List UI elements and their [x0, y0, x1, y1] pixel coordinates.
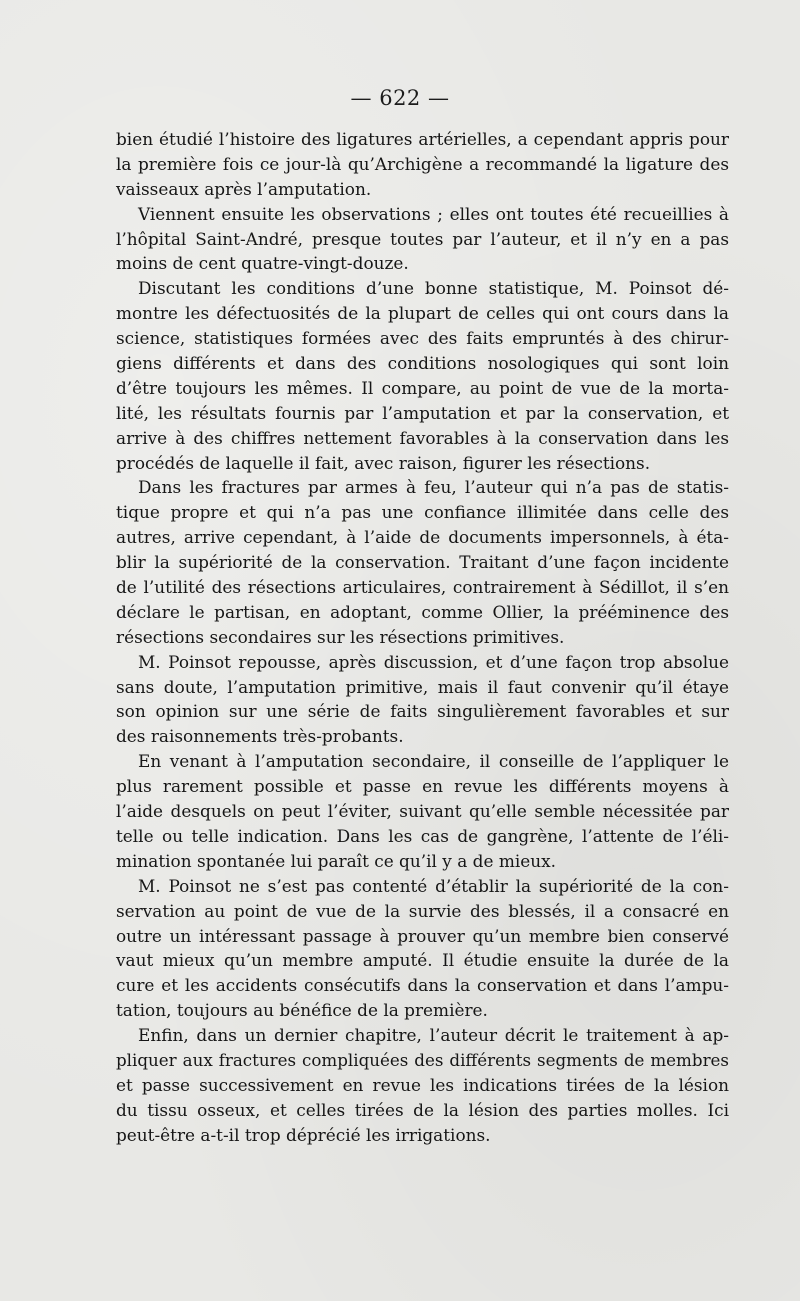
text-line: mination spontanée lui paraît ce qu’il y a de mieux.	[116, 850, 557, 871]
text-line: bien étudié l’histoire des ligatures artérielles, a cependant appris pour	[116, 129, 729, 149]
text-line: plus rarement possible et passe en revue les différents moyens à	[116, 776, 729, 797]
text-line: Dans les fractures par armes à feu, l’auteur qui n’a pas de statis-	[138, 477, 729, 498]
text-line: pliquer aux fractures compliquées des différents segments de membres	[116, 1049, 729, 1070]
text-line: vaisseaux après l’amputation.	[116, 178, 372, 199]
text-line: tique propre et qui n’a pas une confiance illimitée dans celle des	[116, 502, 729, 523]
text-line: arrive à des chiffres nettement favorables à la conservation dans les	[116, 427, 729, 448]
text-line: outre un intéressant passage à prouver qu’un membre bien conservé	[116, 925, 729, 946]
text-line: la première fois ce jour-là qu’Archigène a recommandé la ligature des	[116, 153, 729, 174]
paragraph	[116, 650, 729, 750]
text-line: blir la supériorité de la conservation. Traitant d’une façon incidente	[116, 552, 729, 573]
text-line: l’hôpital Saint-André, presque toutes par l’auteur, et il n’y en a pas	[116, 228, 729, 249]
text-line: l’aide desquels on peut l’éviter, suivant qu’elle semble nécessitée par	[116, 801, 729, 822]
text-line: son opinion sur une série de faits singulièrement favorables et sur	[116, 701, 729, 722]
text-line: science, statistiques formées avec des faits empruntés à des chirur-	[116, 328, 729, 349]
text-line: telle ou telle indication. Dans les cas de gangrène, l’attente de l’éli-	[116, 825, 729, 846]
paragraph	[116, 749, 729, 873]
text-line: des raisonnements très-probants.	[116, 726, 404, 747]
text-line: Viennent ensuite les observations ; elles ont toutes été recueillies à	[138, 203, 729, 224]
text-line: procédés de laquelle il fait, avec raison, figurer les résections.	[116, 452, 651, 473]
text-line: lité, les résultats fournis par l’amputation et par la conservation, et	[116, 402, 729, 423]
paragraph	[116, 1023, 729, 1147]
body-text	[116, 127, 729, 1148]
text-line: M. Poinsot repousse, après discussion, et d’une façon trop absolue	[138, 651, 729, 672]
paragraph	[116, 202, 729, 277]
text-line: d’être toujours les mêmes. Il compare, au point de vue de la morta-	[116, 377, 729, 398]
text-line: giens différents et dans des conditions nosologiques qui sont loin	[116, 353, 729, 374]
text-line: déclare le partisan, en adoptant, comme Ollier, la prééminence des	[116, 601, 729, 622]
text-line: M. Poinsot ne s’est pas contenté d’établir la supériorité de la con-	[138, 875, 729, 896]
text-line: de l’utilité des résections articulaires, contrairement à Sédillot, il s’en	[116, 577, 729, 598]
text-line: autres, arrive cependant, à l’aide de documents impersonnels, à éta-	[116, 527, 729, 548]
text-line: peut-être a-t-il trop déprécié les irrigations.	[116, 1124, 491, 1145]
text-line: cure et les accidents consécutifs dans la conservation et dans l’ampu-	[116, 975, 729, 996]
paragraph	[116, 276, 729, 475]
text-line: Enfin, dans un dernier chapitre, l’auteur décrit le traitement à ap-	[138, 1025, 729, 1046]
text-line: moins de cent quatre-vingt-douze.	[116, 253, 409, 274]
text-line: tation, toujours au bénéfice de la première.	[116, 1000, 488, 1021]
text-line: Discutant les conditions d’une bonne statistique, M. Poinsot dé-	[138, 278, 729, 299]
text-line: sans doute, l’amputation primitive, mais il faut convenir qu’il étaye	[116, 676, 729, 697]
text-line: En venant à l’amputation secondaire, il conseille de l’appliquer le	[138, 751, 729, 772]
text-line: servation au point de vue de la survie des blessés, il a consacré en	[116, 900, 729, 921]
text-line: vaut mieux qu’un membre amputé. Il étudie ensuite la durée de la	[116, 950, 729, 971]
page-number: — 622 —	[350, 86, 450, 110]
paragraph	[116, 475, 729, 649]
paragraph	[116, 127, 729, 202]
text-line: et passe successivement en revue les indications tirées de la lésion	[116, 1074, 729, 1095]
text-line: résections secondaires sur les résections primitives.	[116, 626, 565, 647]
text-line: du tissu osseux, et celles tirées de la lésion des parties molles. Ici	[116, 1099, 729, 1120]
paragraph	[116, 874, 729, 1023]
text-line: montre les défectuosités de la plupart de celles qui ont cours dans la	[116, 303, 729, 324]
